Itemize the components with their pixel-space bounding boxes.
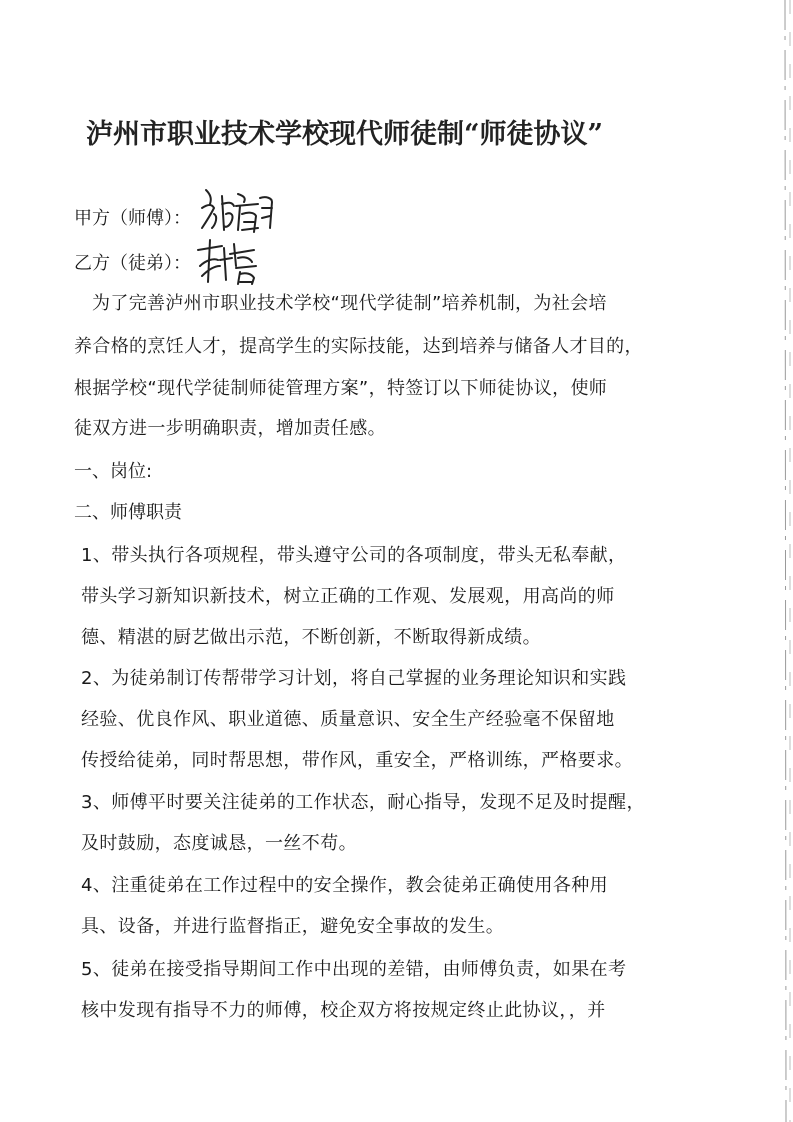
- duty-item-line: 具、设备，并进行监督指正，避免安全事故的发生。: [81, 916, 505, 937]
- intro-line: 为了完善泸州市职业技术学校“现代学徒制”培养机制，为社会培: [92, 293, 607, 314]
- duty-item-line: 德、精湛的厨艺做出示范，不断创新，不断取得新成绩。: [81, 627, 541, 648]
- duty-item-line: 1、带头执行各项规程，带头遵守公司的各项制度，带头无私奉献，: [81, 545, 627, 566]
- duty-item-line: 5、徒弟在接受指导期间工作中出现的差错，由师傅负责，如果在考: [81, 959, 627, 980]
- intro-line: 根据学校“现代学徒制师徒管理方案”，特签订以下师徒协议，使师: [74, 378, 608, 399]
- document-title: 泸州市职业技术学校现代师徒制“师徒协议”: [86, 119, 604, 150]
- duty-item-line: 4、注重徒弟在工作过程中的安全操作，教会徒弟正确使用各种用: [81, 875, 609, 896]
- intro-line: 徒双方进一步明确职责，增加责任感。: [74, 418, 386, 439]
- duty-item-line: 及时鼓励，态度诚恳，一丝不苟。: [81, 833, 357, 854]
- party-b-label: 乙方（徒弟）：: [74, 253, 191, 274]
- duty-item-line: 2、为徒弟制订传帮带学习计划，将自己掌握的业务理论知识和实践: [81, 668, 627, 689]
- party-b-signature: [192, 236, 266, 286]
- duty-item-line: 带头学习新知识新技术，树立正确的工作观、发展观，用高尚的师: [81, 586, 615, 607]
- duty-item-line: 经验、优良作风、职业道德、质量意识、安全生产经验毫不保留地: [81, 709, 615, 730]
- scan-edge-marks: [773, 0, 793, 1122]
- intro-line: 养合格的烹饪人才，提高学生的实际技能，达到培养与储备人才目的，: [74, 336, 643, 357]
- section-heading-duties: 二、师傅职责: [74, 502, 182, 523]
- duty-item-line: 传授给徒弟，同时帮思想，带作风，重安全，严格训练，严格要求。: [81, 750, 633, 771]
- duty-item-line: 3、师傅平时要关注徒弟的工作状态，耐心指导，发现不足及时提醒，: [81, 792, 645, 813]
- party-a-label: 甲方（师傅）：: [74, 208, 191, 229]
- party-a-signature: [192, 184, 276, 238]
- duty-item-line: 核中发现有指导不力的师傅，校企双方将按规定终止此协议，，并: [81, 1000, 606, 1021]
- section-heading-post: 一、岗位:: [74, 461, 153, 482]
